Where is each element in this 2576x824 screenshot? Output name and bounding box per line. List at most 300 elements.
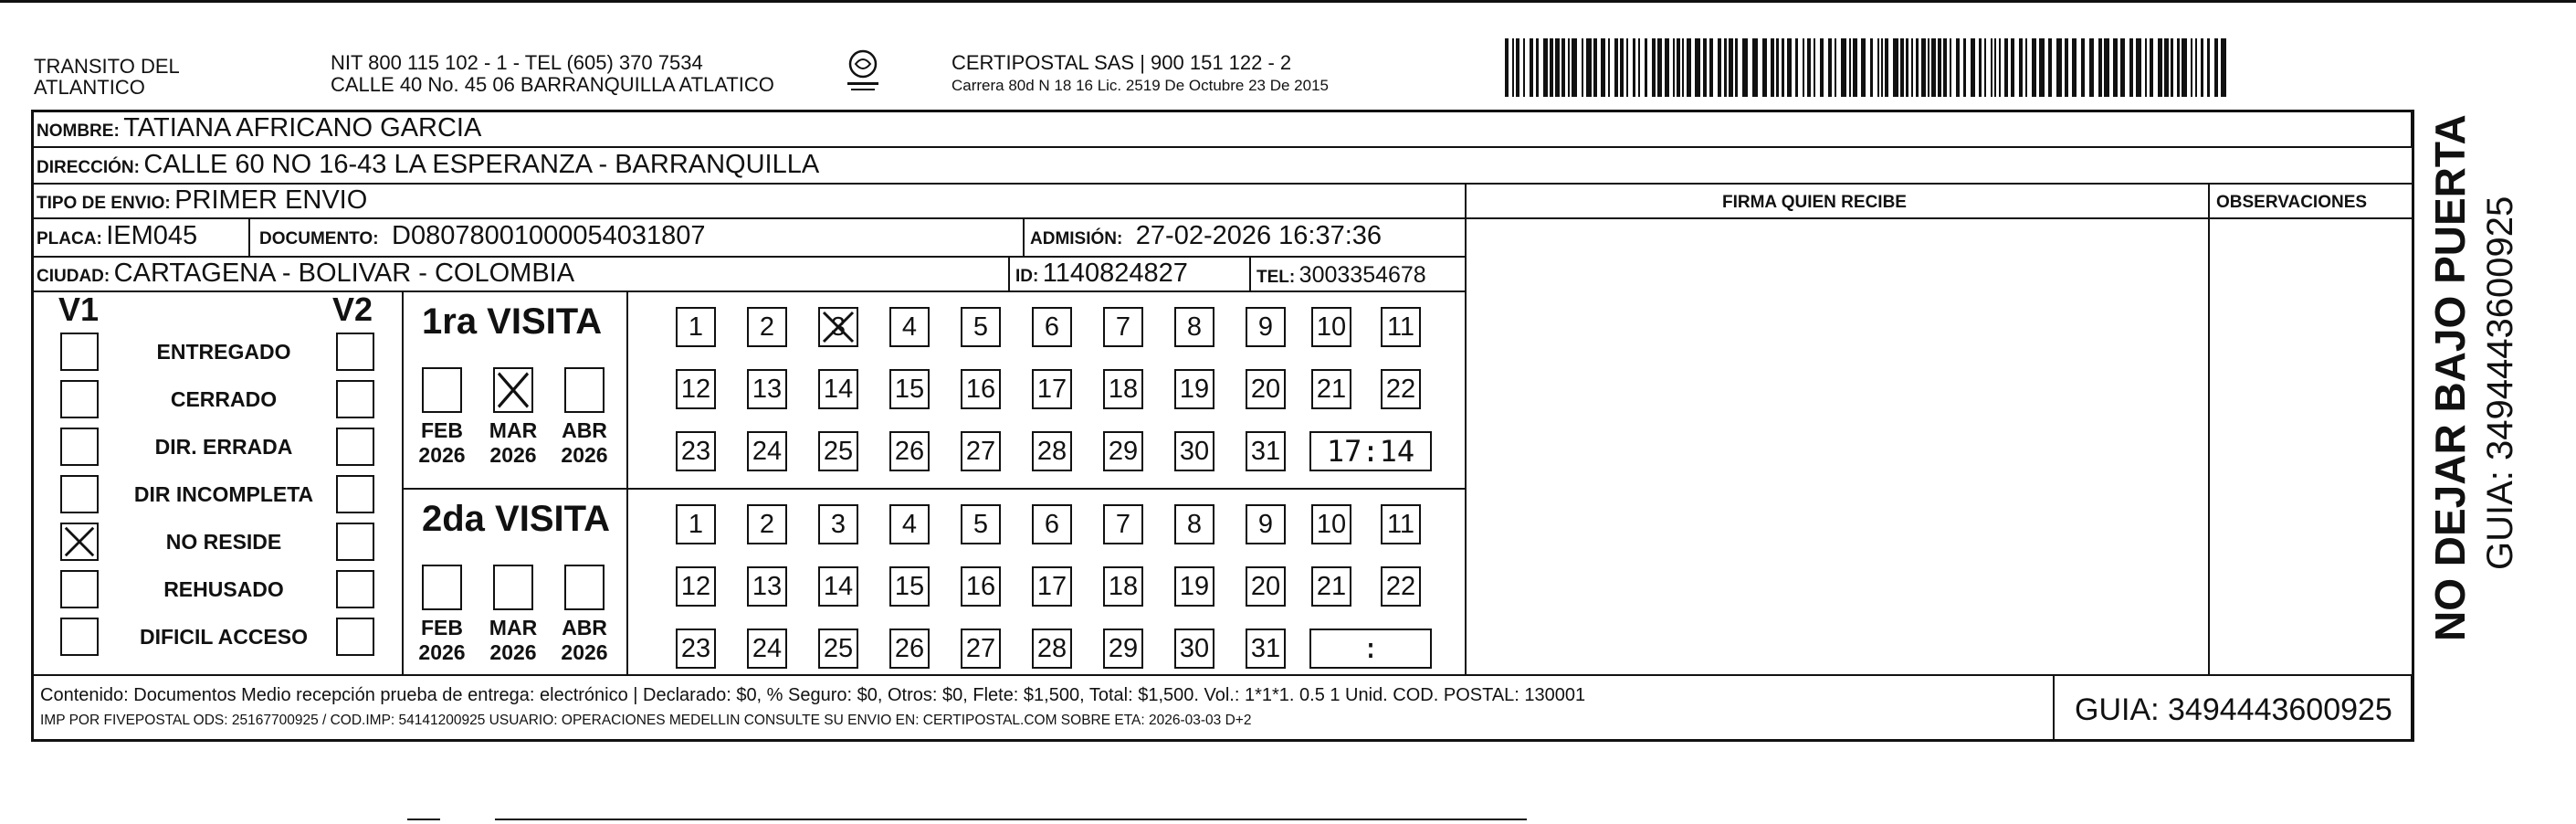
column-line: [1249, 256, 1251, 291]
barcode-bar: [2011, 38, 2014, 97]
day-number: 2: [759, 509, 775, 539]
barcode-bar: [1911, 38, 1913, 97]
day-checkbox[interactable]: [676, 566, 716, 607]
day-checkbox[interactable]: [1246, 431, 1286, 471]
day-checkbox[interactable]: [1174, 504, 1214, 544]
column-line: [248, 217, 250, 256]
barcode-bar: [2214, 38, 2218, 97]
month-name: MAR: [489, 616, 538, 639]
day-checkbox[interactable]: [1032, 504, 1072, 544]
day-checkbox[interactable]: [1032, 629, 1072, 669]
barcode-bar: [2113, 38, 2118, 97]
barcode-bar: [1638, 38, 1640, 97]
tipo-envio-field: [37, 185, 367, 216]
day-checkbox[interactable]: [747, 629, 787, 669]
barcode-bar: [1762, 38, 1767, 97]
day-checkbox[interactable]: [1103, 369, 1143, 409]
ciudad-label: CIUDAD:: [37, 267, 110, 286]
barcode-bar: [1841, 38, 1846, 97]
day-checkbox[interactable]: [1174, 431, 1214, 471]
barcode-bar: [2171, 38, 2173, 97]
day-checkbox[interactable]: [961, 431, 1001, 471]
day-number: 1: [688, 509, 704, 539]
day-number: 5: [973, 509, 989, 539]
day-number: 25: [823, 436, 854, 466]
nombre-value: TATIANA AFRICANO GARCIA: [123, 113, 482, 143]
day-checkbox[interactable]: [889, 504, 930, 544]
barcode-bar: [1586, 38, 1592, 97]
barcode-bar: [2195, 38, 2197, 97]
barcode-bar: [1984, 38, 1986, 97]
column-line: [1008, 256, 1010, 291]
barcode-bar: [1921, 38, 1926, 97]
status-label: NO RESIDE: [165, 530, 282, 554]
no-dejar-text: NO DEJAR BAJO PUERTA: [2426, 114, 2474, 641]
month-year: 2026: [418, 443, 466, 467]
barcode-bar: [2072, 38, 2077, 97]
day-number: 19: [1179, 374, 1210, 404]
day-number: 6: [1044, 509, 1060, 539]
column-line: [626, 291, 628, 674]
barcode-bar: [1695, 38, 1700, 97]
day-checkbox[interactable]: [676, 629, 716, 669]
day-number: 6: [1044, 312, 1060, 342]
day-checkbox[interactable]: [676, 431, 716, 471]
day-number: 16: [965, 571, 996, 601]
barcode-bar: [1543, 38, 1548, 97]
v2-label: V2: [332, 291, 373, 328]
day-checkbox[interactable]: [1032, 369, 1072, 409]
day-checkbox[interactable]: [1103, 629, 1143, 669]
carrier-license: Carrera 80d N 18 16 Lic. 2519 De Octubre 23 De 2015: [952, 77, 1329, 94]
day-number: 27: [965, 436, 996, 466]
sender-name-line2: ATLANTICO: [34, 76, 145, 99]
day-number: 14: [823, 374, 854, 404]
row-line: [31, 183, 2414, 185]
visit-time: :: [1362, 632, 1380, 665]
barcode-bar: [2158, 38, 2162, 97]
barcode-bar: [1991, 38, 1992, 97]
day-number: 16: [965, 374, 996, 404]
day-checkbox[interactable]: [1311, 369, 1351, 409]
day-number: 29: [1108, 633, 1139, 663]
day-number: 30: [1179, 436, 1210, 466]
month-checkbox[interactable]: [422, 565, 462, 610]
barcode-bar: [1665, 38, 1669, 97]
day-checkbox[interactable]: [1246, 629, 1286, 669]
day-number: 10: [1316, 509, 1347, 539]
barcode-bar: [1971, 38, 1975, 97]
day-checkbox[interactable]: [1381, 504, 1421, 544]
month-name: ABR: [562, 418, 607, 442]
v2-checkbox[interactable]: [336, 618, 374, 656]
barcode-bar: [1782, 38, 1784, 97]
barcode-bar: [1795, 38, 1798, 97]
day-number: 10: [1316, 312, 1347, 342]
month-year: 2026: [561, 443, 608, 467]
day-checkbox[interactable]: [1032, 566, 1072, 607]
documento-value: D08078001000054031807: [392, 221, 706, 250]
day-checkbox[interactable]: [1103, 307, 1143, 347]
barcode-bar: [1516, 38, 1519, 97]
barcode-bar: [2182, 38, 2187, 97]
day-number: 12: [680, 571, 711, 601]
row-line: [402, 488, 1465, 490]
status-label: DIFICIL ACCESO: [139, 625, 308, 649]
month-name: FEB: [421, 616, 463, 639]
day-checkbox[interactable]: [1103, 504, 1143, 544]
day-checkbox[interactable]: [818, 629, 858, 669]
day-number: 23: [680, 436, 711, 466]
day-checkbox[interactable]: [676, 504, 716, 544]
day-number: 13: [752, 571, 783, 601]
day-checkbox[interactable]: [1103, 431, 1143, 471]
barcode-bar: [2120, 38, 2125, 97]
day-checkbox[interactable]: [961, 566, 1001, 607]
x-mark-icon: [495, 369, 531, 411]
day-number: 29: [1108, 436, 1139, 466]
admision-label: ADMISIÓN:: [1030, 229, 1123, 248]
day-checkbox[interactable]: [889, 307, 930, 347]
day-number: 17: [1036, 374, 1067, 404]
day-checkbox[interactable]: [676, 369, 716, 409]
day-checkbox[interactable]: [1246, 504, 1286, 544]
admision-value: 27-02-2026 16:37:36: [1135, 221, 1383, 250]
barcode-bar: [1931, 38, 1936, 97]
day-number: 21: [1316, 571, 1347, 601]
barcode-bar: [1682, 38, 1684, 97]
v2-checkbox[interactable]: [336, 570, 374, 608]
day-checkbox[interactable]: [1381, 307, 1421, 347]
id-label: ID:: [1015, 267, 1039, 286]
day-checkbox[interactable]: [747, 566, 787, 607]
barcode-bar: [1849, 38, 1851, 97]
status-label: CERRADO: [170, 387, 278, 411]
day-checkbox[interactable]: [1311, 566, 1351, 607]
firma-label: FIRMA QUIEN RECIBE: [1722, 193, 1907, 212]
day-checkbox[interactable]: [1311, 307, 1351, 347]
barcode-bar: [1614, 38, 1618, 97]
barcode-bar: [2089, 38, 2094, 97]
barcode-bar: [1593, 38, 1597, 97]
barcode-bar: [2104, 38, 2109, 97]
barcode-bar: [1881, 38, 1883, 97]
barcode-bar: [1885, 38, 1888, 97]
barcode-bar: [1963, 38, 1966, 97]
column-line: [2411, 674, 2413, 742]
day-number: 26: [894, 633, 925, 663]
day-checkbox[interactable]: [889, 369, 930, 409]
scan-mark: [407, 819, 440, 820]
barcode-bar: [1633, 38, 1635, 97]
tel-field: [1256, 262, 1426, 289]
barcode-bar: [2056, 38, 2062, 97]
day-number: 8: [1186, 312, 1203, 342]
barcode-image: [1505, 38, 2235, 99]
day-number: 3: [830, 509, 846, 539]
day-checkbox[interactable]: [818, 566, 858, 607]
barcode-bar: [2098, 38, 2102, 97]
day-number: 24: [752, 633, 783, 663]
direccion-label: DIRECCIÓN:: [37, 158, 140, 177]
day-checkbox[interactable]: [747, 504, 787, 544]
observaciones-label: OBSERVACIONES: [2216, 193, 2368, 212]
month-checkbox[interactable]: [564, 565, 605, 610]
barcode-bar: [2019, 38, 2023, 97]
barcode-bar: [1906, 38, 1908, 97]
day-number: 15: [894, 374, 925, 404]
barcode-bar: [2039, 38, 2045, 97]
v2-checkbox[interactable]: [336, 523, 374, 561]
day-checkbox[interactable]: [889, 629, 930, 669]
status-label: DIR INCOMPLETA: [133, 482, 314, 506]
day-number: 4: [901, 509, 918, 539]
day-number: 31: [1250, 633, 1281, 663]
day-number: 24: [752, 436, 783, 466]
day-number: 2: [759, 312, 775, 342]
month-year: 2026: [489, 640, 537, 664]
tipo-envio-value: PRIMER ENVIO: [174, 185, 368, 215]
day-checkbox[interactable]: [1174, 369, 1214, 409]
day-checkbox[interactable]: [961, 504, 1001, 544]
column-line: [2053, 676, 2055, 742]
row-line: [31, 217, 2414, 219]
v1-checkbox[interactable]: [60, 333, 99, 371]
day-checkbox[interactable]: [676, 307, 716, 347]
barcode-bar: [2081, 38, 2085, 97]
day-checkbox[interactable]: [961, 369, 1001, 409]
scan-top-border: [0, 0, 2576, 3]
v1-checkbox[interactable]: [60, 523, 99, 561]
barcode-bar: [2025, 38, 2027, 97]
column-line: [1465, 183, 1467, 674]
barcode-bar: [1703, 38, 1707, 97]
barcode-bar: [2177, 38, 2180, 97]
day-checkbox[interactable]: [961, 307, 1001, 347]
day-number: 13: [752, 374, 783, 404]
barcode-bar: [1608, 38, 1610, 97]
month-name: ABR: [562, 616, 607, 639]
placa-field: [37, 221, 197, 251]
day-number: 11: [1386, 509, 1415, 539]
day-checkbox[interactable]: [1381, 369, 1421, 409]
barcode-bar: [1814, 38, 1815, 97]
day-checkbox[interactable]: [1246, 307, 1286, 347]
v2-checkbox[interactable]: [336, 428, 374, 466]
barcode-bar: [1677, 38, 1680, 97]
barcode-bar: [1928, 38, 1929, 97]
day-number: 17: [1036, 571, 1067, 601]
day-number: 26: [894, 436, 925, 466]
sender-name-line1: TRANSITO DEL: [34, 55, 180, 78]
day-number: 9: [1257, 509, 1274, 539]
day-number: 28: [1036, 436, 1067, 466]
day-checkbox[interactable]: [747, 431, 787, 471]
barcode-bar: [2048, 38, 2052, 97]
barcode-bar: [2207, 38, 2210, 97]
visit-time: 17:14: [1326, 434, 1415, 469]
day-number: 25: [823, 633, 854, 663]
v1-checkbox[interactable]: [60, 618, 99, 656]
day-checkbox[interactable]: [818, 369, 858, 409]
barcode-bar: [1561, 38, 1565, 97]
barcode-bar: [1523, 38, 1525, 97]
day-checkbox[interactable]: [818, 504, 858, 544]
barcode-bar: [2004, 38, 2008, 97]
barcode-bar: [1787, 38, 1792, 97]
visit-time-field[interactable]: [1309, 431, 1432, 471]
barcode-bar: [1626, 38, 1628, 97]
month-name: FEB: [421, 418, 463, 442]
month-checkbox[interactable]: [493, 367, 533, 413]
footer-contenido: Contenido: Documentos Medio recepción prueba de entrega: electrónico | Declarado: $0, % Seguro: $0, Otros: $0, Flete: $1,500, Total: $1,500. Vol.: 1*1*1. 0.5 1 Unid. COD. POSTAL: 130001: [40, 685, 1586, 705]
day-checkbox[interactable]: [1246, 369, 1286, 409]
carrier-name: CERTIPOSTAL SAS | 900 151 122 - 2: [952, 51, 1292, 74]
carrier-logo: [840, 46, 886, 100]
day-number: 12: [680, 374, 711, 404]
placa-label: PLACA:: [37, 229, 102, 248]
v2-checkbox[interactable]: [336, 333, 374, 371]
barcode-bar: [1853, 38, 1857, 97]
day-checkbox[interactable]: [1174, 566, 1214, 607]
day-number: 5: [973, 312, 989, 342]
day-number: 22: [1385, 571, 1416, 601]
month-checkbox[interactable]: [564, 367, 605, 413]
barcode-bar: [1620, 38, 1624, 97]
barcode-bar: [1718, 38, 1721, 97]
barcode-bar: [1550, 38, 1553, 97]
day-checkbox[interactable]: [961, 629, 1001, 669]
barcode-bar: [1555, 38, 1560, 97]
barcode-bar: [1950, 38, 1951, 97]
guia-box-text: GUIA: 3494443600925: [2075, 692, 2392, 727]
visit-time-field[interactable]: [1309, 629, 1432, 669]
barcode-bar: [2191, 38, 2192, 97]
day-checkbox[interactable]: [818, 431, 858, 471]
day-number: 27: [965, 633, 996, 663]
day-checkbox[interactable]: [1032, 431, 1072, 471]
barcode-bar: [2065, 38, 2068, 97]
day-number: 18: [1108, 374, 1139, 404]
visit-title: 2da VISITA: [422, 499, 610, 539]
barcode-bar: [1861, 38, 1866, 97]
barcode-bar: [2221, 38, 2226, 97]
barcode-bar: [1601, 38, 1605, 97]
carrier-logo-icon: [840, 46, 886, 100]
day-checkbox[interactable]: [747, 369, 787, 409]
status-label: REHUSADO: [163, 577, 284, 601]
v2-checkbox[interactable]: [336, 380, 374, 418]
day-number: 11: [1386, 312, 1415, 342]
day-checkbox[interactable]: [889, 431, 930, 471]
day-checkbox[interactable]: [1174, 307, 1214, 347]
sender-address: CALLE 40 No. 45 06 BARRANQUILLA ATLATICO: [331, 73, 774, 96]
day-number: 9: [1257, 312, 1274, 342]
ciudad-value: CARTAGENA - BOLIVAR - COLOMBIA: [113, 259, 575, 288]
barcode-bar: [1729, 38, 1733, 97]
day-checkbox[interactable]: [1246, 566, 1286, 607]
barcode-bar: [1673, 38, 1675, 97]
barcode-bar: [1835, 38, 1836, 97]
barcode-bar: [2150, 38, 2153, 97]
id-value: 1140824827: [1042, 259, 1188, 288]
documento-field: [259, 221, 706, 251]
v1-checkbox[interactable]: [60, 570, 99, 608]
ciudad-field: [37, 259, 574, 289]
barcode-bar: [1820, 38, 1824, 97]
nombre-field: [37, 113, 481, 143]
barcode-bar: [1870, 38, 1873, 97]
day-number: 19: [1179, 571, 1210, 601]
v1-checkbox[interactable]: [60, 380, 99, 418]
month-checkbox[interactable]: [493, 565, 533, 610]
day-checkbox[interactable]: [1103, 566, 1143, 607]
column-line: [1023, 217, 1025, 256]
barcode-bar: [1735, 38, 1738, 97]
tel-label: TEL:: [1256, 268, 1296, 287]
day-checkbox[interactable]: [818, 307, 858, 347]
sender-nit: NIT 800 115 102 - 1 - TEL (605) 370 7534: [331, 51, 703, 74]
column-line: [2411, 110, 2413, 146]
barcode-bar: [1568, 38, 1570, 97]
barcode-bar: [1771, 38, 1774, 97]
day-number: 31: [1250, 436, 1281, 466]
barcode-bar: [1807, 38, 1811, 97]
barcode-bar: [1536, 38, 1539, 97]
barcode-bar: [1724, 38, 1727, 97]
day-checkbox[interactable]: [889, 566, 930, 607]
month-year: 2026: [418, 640, 466, 664]
day-number: 22: [1385, 374, 1416, 404]
tipo-envio-label: TIPO DE ENVIO:: [37, 194, 171, 213]
v1-checkbox[interactable]: [60, 428, 99, 466]
side-guia-text: GUIA: 3494443600925: [2480, 195, 2520, 570]
column-line: [2208, 183, 2210, 674]
day-checkbox[interactable]: [1032, 307, 1072, 347]
day-number: 14: [823, 571, 854, 601]
barcode-bar: [1994, 38, 1996, 97]
barcode-bar: [1572, 38, 1577, 97]
barcode-bar: [1657, 38, 1662, 97]
barcode-bar: [1709, 38, 1713, 97]
barcode-bar: [1893, 38, 1898, 97]
day-number: 28: [1036, 633, 1067, 663]
barcode-bar: [2164, 38, 2169, 97]
day-checkbox[interactable]: [1311, 504, 1351, 544]
day-number: 20: [1250, 374, 1281, 404]
barcode-bar: [1956, 38, 1960, 97]
barcode-bar: [2136, 38, 2141, 97]
barcode-bar: [2032, 38, 2036, 97]
day-checkbox[interactable]: [1381, 566, 1421, 607]
column-line: [402, 291, 404, 674]
barcode-bar: [1938, 38, 1941, 97]
month-checkbox[interactable]: [422, 367, 462, 413]
barcode-bar: [1530, 38, 1533, 97]
day-checkbox[interactable]: [747, 307, 787, 347]
barcode-bar: [1505, 38, 1509, 97]
form-outer-border: [31, 110, 2414, 742]
direccion-field: [37, 150, 819, 180]
direccion-value: CALLE 60 NO 16-43 LA ESPERANZA - BARRANQUILLA: [143, 150, 820, 179]
day-number: 7: [1115, 509, 1131, 539]
footer-imp: IMP POR FIVEPOSTAL ODS: 25167700925 / COD.IMP: 54141200925 USUARIO: OPERACIONES MEDELLIN CONSULTE SU ENVIO EN: CERTIPOSTAL.COM SOBRE ETA: 2026-03-03 D+2: [40, 713, 1252, 728]
day-checkbox[interactable]: [1174, 629, 1214, 669]
row-line: [31, 291, 1465, 292]
day-number: 3: [830, 312, 846, 342]
v1-checkbox[interactable]: [60, 475, 99, 513]
v2-checkbox[interactable]: [336, 475, 374, 513]
